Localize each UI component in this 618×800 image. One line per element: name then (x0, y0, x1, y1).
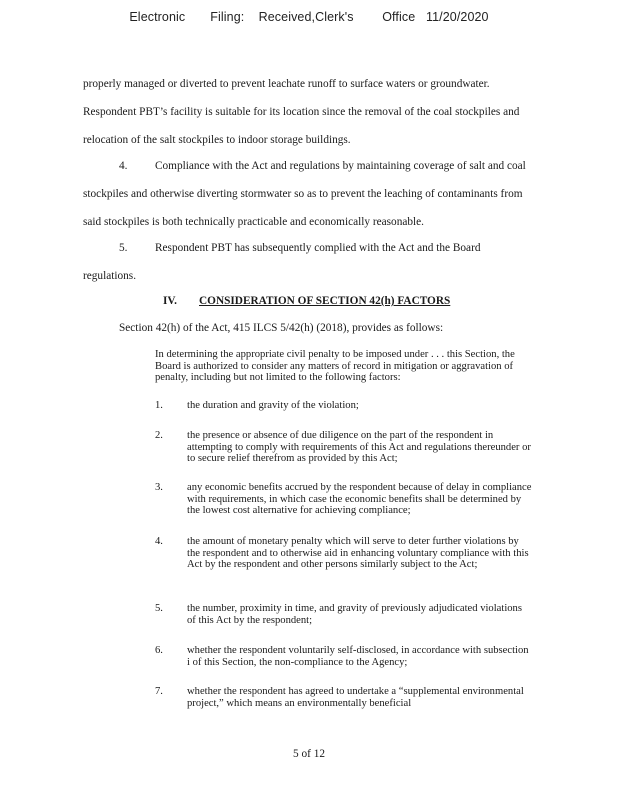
factor-text: whether the respondent has agreed to undertake a “supplemental environmental project,” which means an environmentally beneficial (187, 686, 524, 709)
factor-text: the presence or absence of due diligence on the part of the respondent in attempting to comply with requirements of this Act and regulations thereunder or to secure relief therefrom as provided by this Act; (187, 430, 531, 465)
factor-text: any economic benefits accrued by the respondent because of delay in compliance with requirements, in which case the economic benefits shall be determined by the lowest cost alternative for achieving compliance; (187, 482, 532, 517)
body-line: regulations. (83, 270, 137, 282)
factor-text: the amount of monetary penalty which will serve to deter further violations by the respondent and to otherwise aid in enhancing voluntary compliance with this Act by the respondent and other persons similarly subject to the Act; (187, 536, 529, 571)
stamp-date: 11/20/2020 (425, 10, 489, 24)
body-line: properly managed or diverted to prevent leachate runoff to surface waters or groundwater. (83, 78, 490, 90)
factor-number: 6. (155, 645, 163, 656)
section-title (199, 295, 450, 307)
page-number: 5 of 12 (292, 748, 325, 760)
stamp-electronic: Electronic (129, 10, 186, 24)
stamp-filing: Filing: (210, 10, 245, 24)
section-title-text: CONSIDERATION OF SECTION 42(h) FACTORS (199, 295, 451, 307)
factor-number: 1. (155, 400, 163, 411)
factor-text: the number, proximity in time, and gravity of previously adjudicated violations of this Act by the respondent; (187, 603, 522, 626)
body-line: Compliance with the Act and regulations by maintaining coverage of salt and coal (155, 160, 526, 172)
factor-number: 4. (155, 536, 163, 547)
factor-text: the duration and gravity of the violation; (187, 400, 359, 411)
factor-number: 5. (155, 603, 163, 614)
section-intro: Section 42(h) of the Act, 415 ILCS 5/42(h) (2018), provides as follows: (119, 322, 444, 334)
block-quote-intro: In determining the appropriate civil penalty to be imposed under . . . this Section, the Board is authorized to consider any matters of record in mitigation or aggravation of penalty, including but not limited to the following factors: (155, 349, 515, 384)
paragraph-number: 4. (119, 160, 128, 172)
body-line: Respondent PBT’s facility is suitable for its location since the removal of the coal stockpiles and (83, 106, 520, 118)
body-line: stockpiles and otherwise diverting stormwater so as to prevent the leaching of contaminants from (83, 188, 523, 200)
factor-number: 2. (155, 430, 163, 441)
body-line: relocation of the salt stockpiles to indoor storage buildings. (83, 134, 351, 146)
section-number: IV. (163, 295, 177, 307)
factor-text: whether the respondent voluntarily self-disclosed, in accordance with subsection i of this Section, the non-compliance to the Agency; (187, 645, 529, 668)
stamp-office: Office (382, 10, 416, 24)
stamp-received: Received,Clerk's (258, 10, 354, 24)
factor-number: 3. (155, 482, 163, 493)
paragraph-number: 5. (119, 242, 128, 254)
factor-number: 7. (155, 686, 163, 697)
body-line: Respondent PBT has subsequently complied with the Act and the Board (155, 242, 481, 254)
filing-stamp (0, 10, 618, 24)
body-line: said stockpiles is both technically practicable and economically reasonable. (83, 216, 424, 228)
